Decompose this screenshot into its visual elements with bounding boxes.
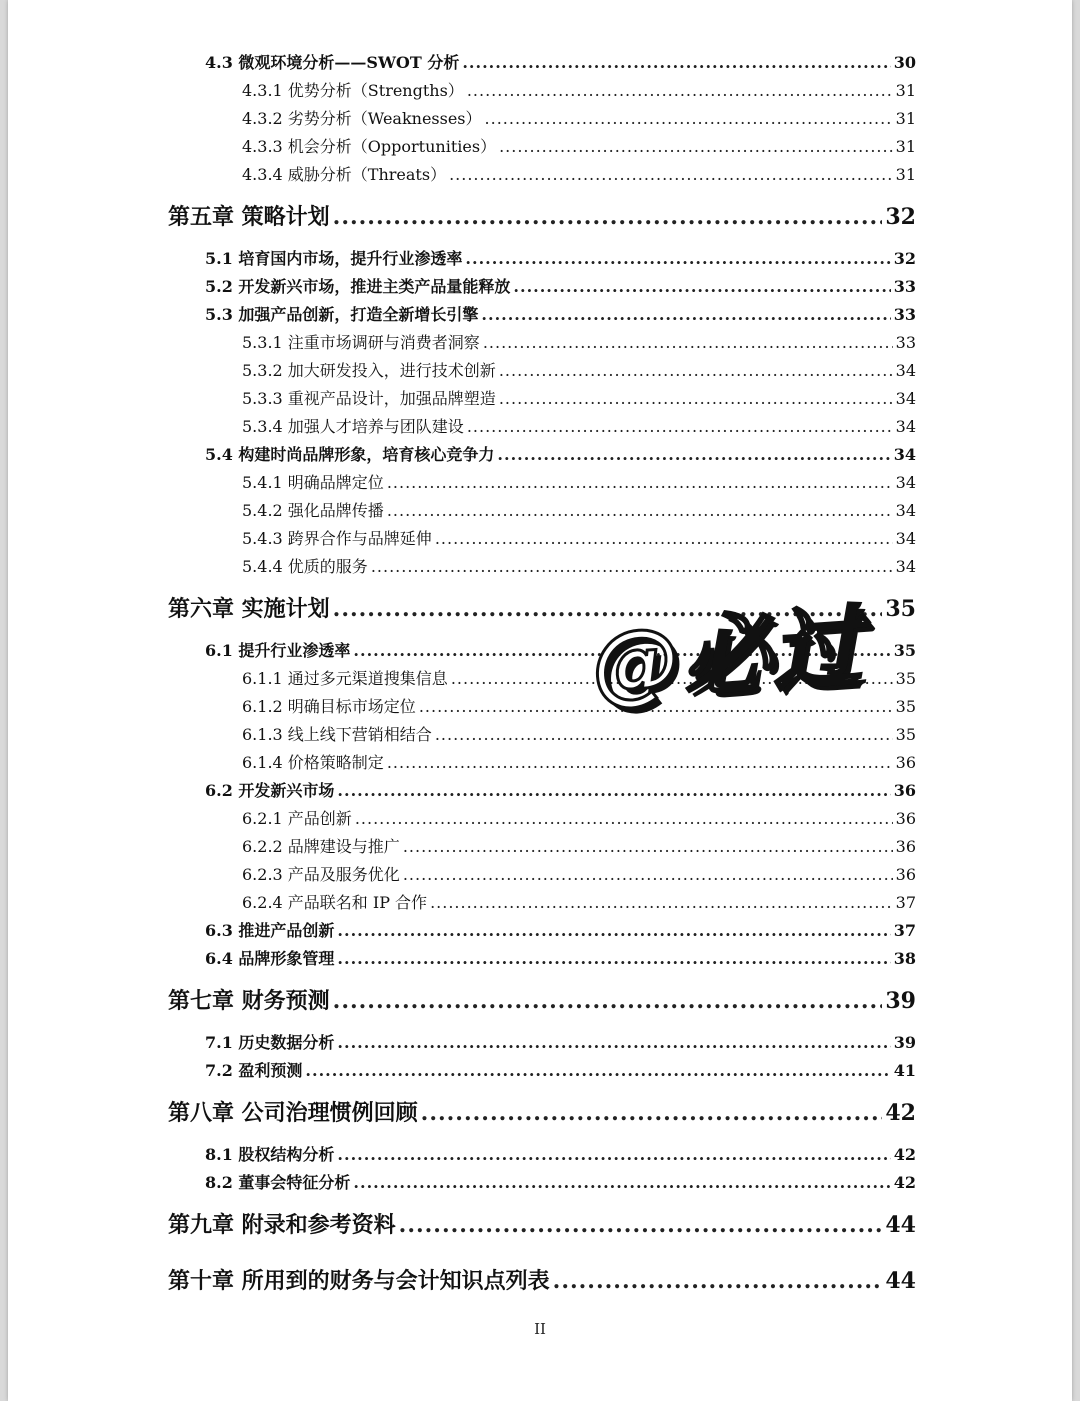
toc-page-number: 41: [893, 1061, 916, 1080]
table-of-contents: [8, 0, 1072, 1401]
toc-leader-dots: [435, 529, 893, 548]
toc-leader-dots: [499, 137, 893, 156]
toc-leader-dots: [485, 109, 893, 128]
toc-page-number: 42: [893, 1173, 916, 1192]
toc-section-entry: [205, 1058, 916, 1081]
toc-page-number: 31: [895, 165, 916, 184]
toc-leader-dots: [435, 725, 893, 744]
toc-page-number: 36: [895, 753, 916, 772]
toc-page-number: 34: [895, 417, 916, 436]
toc-entry-label: 7.2 盈利预测: [205, 1061, 303, 1080]
toc-leader-dots: [483, 333, 893, 352]
toc-section-entry: [205, 442, 916, 465]
toc-entry-label: 第九章 附录和参考资料: [168, 1213, 396, 1238]
toc-leader-dots: [387, 753, 893, 772]
toc-leader-dots: [467, 417, 893, 436]
toc-section-entry: [205, 1170, 916, 1193]
toc-leader-dots: [467, 81, 893, 100]
toc-leader-dots: [449, 165, 893, 184]
toc-entry-label: 5.4.1 明确品牌定位: [242, 473, 384, 492]
document-page: [8, 0, 1072, 1401]
toc-leader-dots: [337, 1145, 890, 1164]
toc-leader-dots: [513, 277, 890, 296]
toc-entry-label: 4.3 微观环境分析——SWOT 分析: [205, 53, 460, 72]
toc-entry-label: 5.4.4 优质的服务: [242, 557, 368, 576]
toc-page-number: 34: [895, 501, 916, 520]
toc-section-entry: [205, 1142, 916, 1165]
toc-leader-dots: [465, 249, 890, 268]
toc-entry-label: 6.2.3 产品及服务优化: [242, 865, 400, 884]
toc-page-number: 37: [895, 893, 916, 912]
toc-entry-label: 5.4.3 跨界合作与品牌延伸: [242, 529, 432, 548]
toc-page-number: 32: [885, 204, 916, 230]
toc-entry-label: 5.1 培育国内市场，提升行业渗透率: [205, 249, 463, 268]
toc-leader-dots: [333, 204, 883, 230]
toc-subsection-entry: [242, 554, 916, 577]
toc-page-number: 39: [885, 988, 916, 1014]
toc-chapter-entry: [168, 984, 916, 1015]
toc-page-number: 34: [895, 389, 916, 408]
toc-leader-dots: [337, 921, 890, 940]
toc-page-number: 36: [893, 781, 916, 800]
toc-section-entry: [205, 946, 916, 969]
toc-page-number: 30: [893, 53, 916, 72]
toc-page-number: 34: [895, 557, 916, 576]
toc-subsection-entry: [242, 106, 916, 129]
toc-entry-label: 6.1.4 价格策略制定: [242, 753, 384, 772]
toc-subsection-entry: [242, 890, 916, 913]
toc-leader-dots: [337, 949, 890, 968]
toc-leader-dots: [499, 389, 893, 408]
toc-leader-dots: [403, 837, 893, 856]
toc-section-entry: [205, 50, 916, 73]
toc-entry-label: 6.1.1 通过多元渠道搜集信息: [242, 669, 448, 688]
toc-entry-label: 第十章 所用到的财务与会计知识点列表: [168, 1269, 550, 1294]
toc-subsection-entry: [242, 834, 916, 857]
toc-subsection-entry: [242, 386, 916, 409]
toc-leader-dots: [430, 893, 893, 912]
toc-leader-dots: [462, 53, 890, 72]
toc-entry-label: 第七章 财务预测: [168, 989, 330, 1014]
toc-entry-label: 5.3.2 加大研发投入，进行技术创新: [242, 361, 496, 380]
toc-page-number: 31: [895, 137, 916, 156]
toc-entry-label: 5.4 构建时尚品牌形象，培育核心竞争力: [205, 445, 495, 464]
toc-subsection-entry: [242, 330, 916, 353]
toc-entry-label: 5.3.1 注重市场调研与消费者洞察: [242, 333, 480, 352]
toc-page-number: 38: [893, 949, 916, 968]
toc-entry-label: 4.3.3 机会分析（Opportunities）: [242, 137, 497, 156]
toc-section-entry: [205, 1030, 916, 1053]
toc-entry-label: 6.1.2 明确目标市场定位: [242, 697, 416, 716]
toc-subsection-entry: [242, 78, 916, 101]
toc-page-number: 36: [895, 837, 916, 856]
toc-leader-dots: [387, 473, 893, 492]
toc-subsection-entry: [242, 134, 916, 157]
toc-page-number: 32: [893, 249, 916, 268]
toc-leader-dots: [399, 1212, 883, 1238]
toc-entry-label: 第五章 策略计划: [168, 205, 330, 230]
toc-page-number: 37: [893, 921, 916, 940]
toc-section-entry: [205, 302, 916, 325]
toc-page-number: 33: [893, 305, 916, 324]
toc-page-number: 34: [895, 529, 916, 548]
toc-leader-dots: [499, 361, 893, 380]
toc-leader-dots: [353, 1173, 890, 1192]
toc-entry-label: 4.3.2 劣势分析（Weaknesses）: [242, 109, 482, 128]
toc-entry-label: 5.3.3 重视产品设计，加强品牌塑造: [242, 389, 496, 408]
toc-leader-dots: [337, 1033, 890, 1052]
toc-entry-label: 7.1 历史数据分析: [205, 1033, 335, 1052]
toc-subsection-entry: [242, 526, 916, 549]
toc-page-number: 35: [895, 725, 916, 744]
toc-subsection-entry: [242, 358, 916, 381]
toc-entry-label: 6.2.4 产品联名和 IP 合作: [242, 893, 428, 912]
toc-subsection-entry: [242, 498, 916, 521]
toc-entry-label: 第六章 实施计划: [168, 597, 330, 622]
toc-section-entry: [205, 918, 916, 941]
toc-page-number: 35: [895, 669, 916, 688]
toc-entry-label: 6.2.2 品牌建设与推广: [242, 837, 400, 856]
toc-leader-dots: [333, 988, 883, 1014]
toc-page-number: 35: [885, 596, 916, 622]
toc-entry-label: 5.3 加强产品创新，打造全新增长引擎: [205, 305, 479, 324]
toc-chapter-entry: [168, 1264, 916, 1295]
toc-page-number: 44: [885, 1268, 916, 1294]
toc-entry-label: 6.3 推进产品创新: [205, 921, 335, 940]
toc-chapter-entry: [168, 1096, 916, 1127]
toc-subsection-entry: [242, 414, 916, 437]
toc-entry-label: 6.4 品牌形象管理: [205, 949, 335, 968]
page-footer-number: II: [534, 1320, 546, 1338]
toc-leader-dots: [553, 1268, 883, 1294]
toc-page-number: 34: [895, 473, 916, 492]
toc-subsection-entry: [242, 862, 916, 885]
toc-chapter-entry: [168, 200, 916, 231]
toc-leader-dots: [497, 445, 890, 464]
toc-subsection-entry: [242, 750, 916, 773]
toc-entry-label: 8.1 股权结构分析: [205, 1145, 335, 1164]
toc-entry-label: 5.2 开发新兴市场，推进主类产品量能释放: [205, 277, 511, 296]
toc-chapter-entry: [168, 1208, 916, 1239]
toc-entry-label: 6.1 提升行业渗透率: [205, 641, 351, 660]
toc-entry-label: 第八章 公司治理惯例回顾: [168, 1101, 418, 1126]
toc-entry-label: 8.2 董事会特征分析: [205, 1173, 351, 1192]
toc-page-number: 31: [895, 81, 916, 100]
toc-page-number: 33: [893, 277, 916, 296]
toc-leader-dots: [371, 557, 893, 576]
toc-page-number: 36: [895, 865, 916, 884]
toc-subsection-entry: [242, 806, 916, 829]
toc-entry-label: 5.3.4 加强人才培养与团队建设: [242, 417, 464, 436]
toc-leader-dots: [337, 781, 890, 800]
toc-leader-dots: [403, 865, 893, 884]
toc-subsection-entry: [242, 470, 916, 493]
toc-page-number: 33: [895, 333, 916, 352]
toc-entry-label: 5.4.2 强化品牌传播: [242, 501, 384, 520]
toc-leader-dots: [305, 1061, 890, 1080]
toc-page-number: 35: [893, 641, 916, 660]
toc-page-number: 39: [893, 1033, 916, 1052]
toc-page-number: 35: [895, 697, 916, 716]
toc-page-number: 44: [885, 1212, 916, 1238]
watermark-text: @必过: [589, 594, 866, 717]
toc-entry-label: 6.2 开发新兴市场: [205, 781, 335, 800]
toc-entry-label: 4.3.4 威胁分析（Threats）: [242, 165, 447, 184]
toc-page-number: 34: [895, 361, 916, 380]
toc-entry-label: 6.1.3 线上线下营销相结合: [242, 725, 432, 744]
toc-leader-dots: [421, 1100, 883, 1126]
toc-leader-dots: [481, 305, 890, 324]
toc-page-number: 42: [893, 1145, 916, 1164]
toc-subsection-entry: [242, 722, 916, 745]
toc-entry-label: 6.2.1 产品创新: [242, 809, 352, 828]
toc-leader-dots: [355, 809, 893, 828]
toc-leader-dots: [387, 501, 893, 520]
toc-page-number: 34: [893, 445, 916, 464]
toc-page-number: 36: [895, 809, 916, 828]
toc-page-number: 42: [885, 1100, 916, 1126]
toc-page-number: 31: [895, 109, 916, 128]
toc-section-entry: [205, 778, 916, 801]
toc-entry-label: 4.3.1 优势分析（Strengths）: [242, 81, 464, 100]
toc-subsection-entry: [242, 162, 916, 185]
toc-section-entry: [205, 274, 916, 297]
toc-section-entry: [205, 246, 916, 269]
